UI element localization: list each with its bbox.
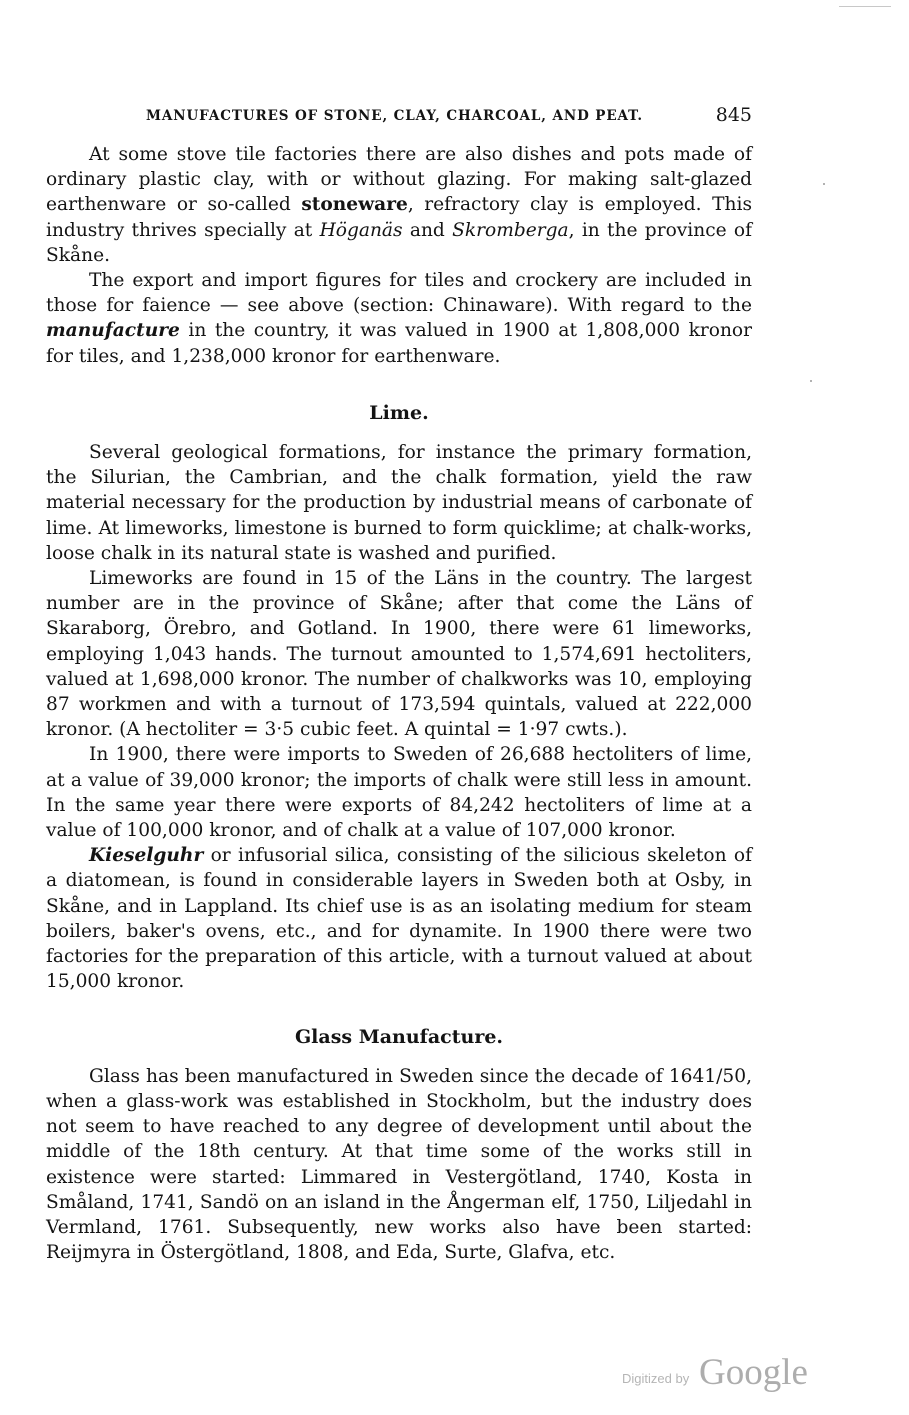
glass-paragraph-1: Glass has been manufactured in Sweden since the decade of 1641/50, when a glass-work was established in Stockholm, but the industry does not seem to have reached to any degree of development until about the middle of the 18th century. At that time some of the works still in existence were started: Limmared in Vestergötland, 1740, Kosta in Småland, 1741, Sandö on an island in the Ångerman elf, 1750, Liljedahl in Vermland, 1761. Subsequently, new works also have been started: Reijmyra in Östergötland, 1808, and Eda, Surte, Glafva, etc. — [46, 1065, 752, 1264]
intro-paragraph-2: The export and import figures for tiles and crockery are included in those for faience — see above (section: Chinaware). With regard to the manufacture in the country, it was valued in 1900 at 1,808,000 kronor for tiles, and 1,238,000 kronor for earthenware. — [46, 270, 752, 367]
term-stoneware: stoneware — [301, 194, 408, 216]
intro-paragraph-1: At some stove tile factories there are also dishes and pots made of ordinary plastic clay, with or without glazing. For making salt-glazed earthenware or so-called stoneware, refractory clay is employed. This industry thrives specially at Höganäs and Skromberga, in the province of Skåne. — [46, 144, 752, 266]
term-kieselguhr: Kieselguhr — [89, 845, 204, 867]
section-title-glass: Glass Manufacture. — [294, 1025, 504, 1048]
section-title-lime: Lime. — [369, 401, 429, 424]
scan-edge-line — [839, 6, 891, 7]
place-skromberga: Skromberga — [452, 219, 569, 241]
watermark-google-logo: Google — [699, 1352, 808, 1393]
scan-speck — [810, 380, 812, 382]
page-number: 845 — [715, 104, 752, 126]
lime-paragraph-4: Kieselguhr or infusorial silica, consisting of the silicious skeleton of a diatomean, is found in considerable layers in Sweden both at Osby, in Skåne, and in Lappland. Its chief use is as an isolating medium for steam boilers, baker's ovens, etc., and for dynamite. In 1900 there were two factories for the preparation of this article, with a turnout valued at about 15,000 kronor. — [46, 845, 752, 993]
lime-paragraph-2: Limeworks are found in 15 of the Läns in the country. The largest number are in the province of Skåne; after that come the Läns of Skaraborg, Örebro, and Gotland. In 1900, there were 61 limeworks, employing 1,043 hands. The turnout amounted to 1,574,691 hectoliters, valued at 1,698,000 kronor. The number of chalkworks was 10, employing 87 workmen and with a turnout of 173,594 quintals, valued at 222,000 kronor. (A hectoliter = 3·5 cubic feet. A quintal = 1·97 cwts.). — [46, 568, 752, 741]
page-body — [46, 142, 752, 1265]
page-header — [46, 104, 752, 130]
running-head: MANUFACTURES OF STONE, CLAY, CHARCOAL, AND PEAT. — [146, 108, 643, 124]
scan-speck — [823, 183, 825, 185]
lime-paragraph-3: In 1900, there were imports to Sweden of 26,688 hectoliters of lime, at a value of 39,000 kronor; the imports of chalk were still less in amount. In the same year there were exports of 84,242 hectoliters of lime at a value of 100,000 kronor, and of chalk at a value of 107,000 kronor. — [46, 744, 752, 842]
watermark-digitized-by: Digitized by — [622, 1371, 690, 1386]
place-hoganas: Höganäs — [319, 219, 403, 241]
term-manufacture: manufacture — [46, 320, 180, 342]
lime-paragraph-1: Several geological formations, for instance the primary formation, the Silurian, the Cambrian, and the chalk formation, yield the raw material necessary for the production by industrial means of carbonate of lime. At limeworks, limestone is burned to form quicklime; at chalk-works, loose chalk in its natural state is washed and purified. — [46, 442, 752, 564]
